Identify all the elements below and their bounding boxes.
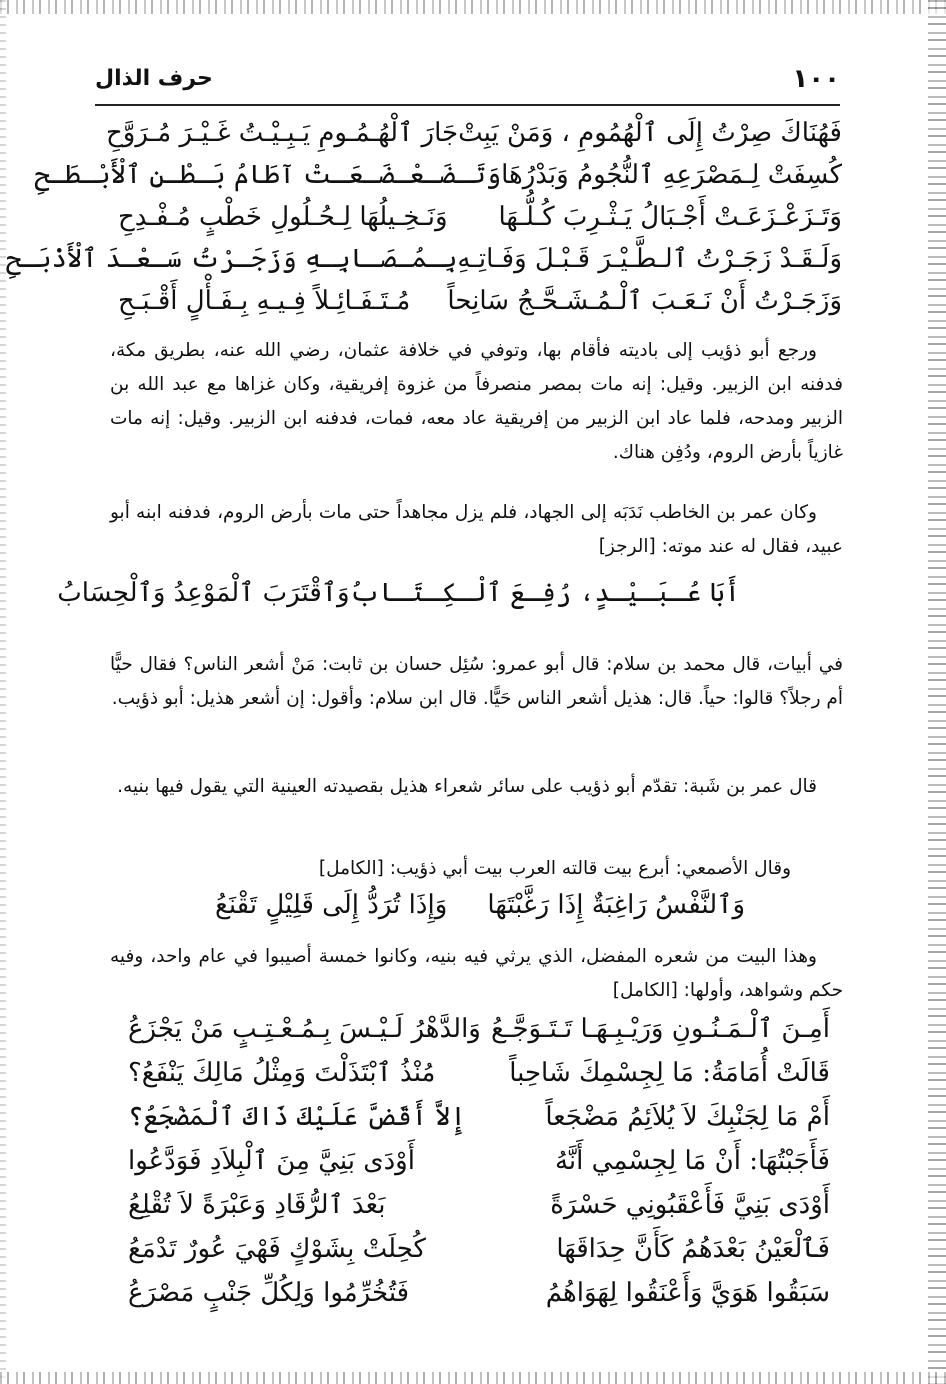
verse-first-hemistich: فَٱلْعَيْنُ بَعْدَهُمُ كَأَنَّ حِدَاقَهَا	[556, 1234, 830, 1264]
verse-line	[128, 1190, 830, 1220]
verse-second-hemistich: وَالدَّهْرُ لَـيْـسَ بِـمُـعْـتِـبٍ مَنْ يَجْزَعُ	[128, 1014, 481, 1044]
prose-paragraph: وقال الأصمعي: أبرع بيت قالته العرب بيت أبي ذؤيب: [الكامل]	[318, 858, 791, 879]
running-title: حرف الذال	[95, 66, 213, 91]
verse-second-hemistich: مُـتَـفَـائِـلاً فِـيـهِ بِـفَـأْلٍ أَقْـبَـحِ	[118, 286, 411, 316]
prose-paragraph: قال عمر بن شَبة: تقدّم أبو ذؤيب على سائر شعراء هذيل بقصيدته العينية التي يقول فيها بنيه.	[117, 776, 817, 797]
verse-line	[128, 1058, 830, 1088]
verse-second-hemistich: جَارَ ٱلْهُـمُـومِ يَـبِـيْـتُ غَـيْـرَ مُـرَوَّحِ	[105, 118, 459, 148]
verse-first-hemistich: فَهُنَاكَ صِرْتُ إِلَى ٱلْهُمُومِ ، وَمَنْ يَبِتْ	[458, 118, 842, 148]
prose-paragraph: وهذا البيت من شعره المفضل، الذي يرثي فيه بنيه، وكانوا خمسة أصيبوا في عام واحد، وفيه حكم وشواهد، وأولها: [الكامل]	[110, 946, 843, 1001]
verse-first-hemistich: أَبَا عُـبَـيْـدٍ، رُفِـعَ ٱلْـكِـتَـابُ	[349, 578, 740, 608]
verse-first-hemistich: فَأَجَبْتُهَا: أَنْ مَا لِجِسْمِي أَنَّهُ	[554, 1146, 830, 1176]
page-border-left	[0, 0, 6, 1384]
verse-line	[5, 244, 842, 274]
page-border-top	[0, 0, 946, 14]
verse-second-hemistich: وَإِذَا تُرَدُّ إِلَى قَلِيْلٍ تَقْنَعُ	[215, 890, 448, 920]
prose-paragraph: ورجع أبو ذؤيب إلى باديته فأقام بها، وتوفي في خلافة عثمان، رضي الله عنه، بطريق مكة، فدفنه ابن الزبير. وقيل: إنه مات بمصر منصرفاً من غزوة إفريقية، وكان غزاها مع عبد الله بن الزبير ومدحه، فلما عاد ابن الزبير من إفريقية عاد معه، فمات، فدفنه ابن الزبير. وقيل: إنه مات غازياً بأرض الروم، ودُفِن هناك.	[110, 340, 843, 463]
verse-line	[105, 118, 842, 148]
verse-line	[118, 202, 842, 232]
verse-first-hemistich: وَلَـقَـدْ زَجَـرْتُ ٱلـطَّـيْـرَ قَـبْـلَ وَفَـاتِـهِ	[457, 244, 842, 274]
verse-second-hemistich: بِـمُـصَـابِـهِ وَزَجَـرْتُ سَـعْـدَ ٱلْأَذْبَـحِ	[5, 244, 458, 274]
verse-first-hemistich: أَوْدَى بَنِيَّ فَأَعْقَبُونِي حَسْرَةً	[550, 1190, 830, 1220]
page-border-right	[928, 0, 946, 1384]
prose-paragraph: وكان عمر بن الخاطب نَدَبَه إلى الجهاد، فلم يزل مجاهداً حتى مات بأرض الروم، فدفنه ابنه أبو عبيد، فقال له عند موته: [الرجز]	[110, 502, 843, 557]
verse-line	[128, 1014, 830, 1044]
verse-first-hemistich: قَالَتْ أُمَامَةُ: مَا لِجِسْمِكَ شَاحِباً	[509, 1058, 830, 1088]
verse-line	[118, 286, 842, 316]
verse-line	[128, 1278, 830, 1308]
page-number: ١٠٠	[792, 64, 840, 94]
verse-second-hemistich: بَعْدَ ٱلرُّقَادِ وَعَبْرَةً لاَ تُقْلِعُ	[128, 1190, 386, 1220]
verse-first-hemistich: وَزَجَـرْتُ أَنْ نَـعَـبَ ٱلْـمُـشَـحَّـجُ سَانِحاً	[447, 286, 842, 316]
verse-second-hemistich: وَتَـضَـعْـضَـعَـتْ آطَامُ بَـطْـنِ ٱلْأَبْـطَـحِ	[34, 160, 502, 190]
verse-first-hemistich: وَتَـزَعْـزَعَـتْ أَجْـبَالُ يَـثْـرِبَ كُـلُّـهَا	[498, 202, 842, 232]
prose-paragraph: في أبيات، قال محمد بن سلام: قال أبو عمرو: سُئِل حسان بن ثابت: مَنْ أشعر الناس؟ فقال حيًّا أم رجلاً؟ قالوا: حياً. قال: هذيل أشعر الناس حَيًّا. قال ابن سلام: وأقول: إن أشعر هذيل: أبو ذؤيب.	[110, 654, 843, 709]
verse-line	[128, 1146, 830, 1176]
verse-second-hemistich: كُحِلَتْ بِشَوْكٍ فَهْيَ عُورٌ تَدْمَعُ	[128, 1234, 426, 1264]
page-header	[95, 58, 840, 106]
verse-second-hemistich: مُنْذُ ٱبْتَذَلْتَ وَمِثْلُ مَالِكَ يَنْفَعُ؟	[128, 1058, 436, 1088]
verse-first-hemistich: أَمْ مَا لِجَنْبِكَ لاَ يُلاَئِمُ مَضْجَعاً	[545, 1102, 830, 1132]
verse-line	[128, 1234, 830, 1264]
verse-line-rajaz	[57, 578, 740, 608]
page-border-bottom	[0, 1372, 946, 1384]
verse-first-hemistich: وَٱلنَّفْسُ رَاغِبَةٌ إِذَا رَغَّبْتَهَا	[487, 890, 745, 920]
verse-first-hemistich: أَمِـنَ ٱلْـمَـنُـونِ وَرَيْـبِـهَـا تَـتَـوَجَّـعُ	[491, 1014, 830, 1044]
verse-line	[128, 1102, 830, 1132]
verse-second-hemistich: إِلاَّ أَقَضَّ عَلَيْكَ ذَاكَ ٱلْمَضْجَعُ؟	[128, 1102, 466, 1132]
verse-first-hemistich: سَبَقُوا هَوَيَّ وَأَعْنَقُوا لِهَوَاهُمُ	[545, 1278, 830, 1308]
verse-second-hemistich: وَنَـخِـيلُهَا لِـحُـلُولِ خَطْبٍ مُـفْـدِحِ	[118, 202, 448, 232]
verse-line	[34, 160, 842, 190]
verse-second-hemistich: وَٱقْتَرَبَ ٱلْمَوْعِدُ وَٱلْحِسَابُ	[57, 578, 350, 608]
verse-second-hemistich: أَوْدَى بَنِيَّ مِنَ ٱلْبِلاَدِ فَوَدَّعُوا	[128, 1146, 415, 1176]
verse-first-hemistich: كُسِفَتْ لِـمَصْرَعِهِ ٱلنُّجُومُ وَبَدْرُهَا	[501, 160, 842, 190]
verse-line-kamil	[215, 890, 745, 920]
verse-second-hemistich: فَتُخُرِّمُوا وَلِكُلِّ جَنْبٍ مَصْرَعُ	[128, 1278, 410, 1308]
